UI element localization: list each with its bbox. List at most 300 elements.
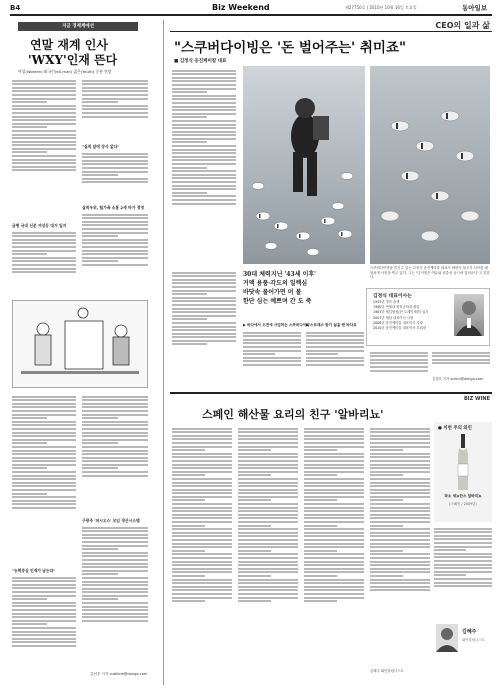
text-line bbox=[82, 257, 148, 259]
text-line bbox=[238, 482, 298, 484]
text-line bbox=[172, 336, 236, 338]
text-line bbox=[12, 507, 76, 509]
text-line bbox=[243, 339, 301, 341]
text-line bbox=[82, 570, 148, 572]
text-line bbox=[172, 446, 232, 448]
text-line bbox=[172, 84, 236, 86]
text-line bbox=[306, 360, 364, 362]
text-line bbox=[304, 449, 337, 451]
text-line bbox=[306, 346, 364, 348]
text-line bbox=[12, 137, 76, 139]
text-line bbox=[12, 421, 76, 423]
text-line bbox=[370, 553, 430, 555]
text-line bbox=[12, 432, 76, 434]
text-line bbox=[172, 582, 232, 584]
text-line bbox=[370, 352, 428, 354]
text-line bbox=[432, 352, 490, 354]
text-line bbox=[370, 467, 430, 469]
text-line bbox=[172, 600, 205, 602]
text-line bbox=[82, 264, 148, 266]
text-line bbox=[370, 575, 403, 577]
text-line bbox=[434, 574, 466, 576]
text-line bbox=[82, 450, 148, 452]
text-line bbox=[12, 584, 76, 586]
text-line bbox=[172, 438, 232, 440]
wine-body-2 bbox=[238, 426, 298, 681]
text-line bbox=[304, 482, 364, 484]
text-line bbox=[172, 131, 236, 133]
text-line bbox=[370, 428, 430, 430]
text-line bbox=[243, 353, 275, 355]
text-line bbox=[370, 460, 430, 462]
text-line bbox=[82, 250, 148, 252]
text-line bbox=[434, 553, 492, 555]
text-line bbox=[172, 120, 236, 122]
text-line bbox=[238, 471, 298, 473]
text-line bbox=[172, 343, 207, 345]
text-line bbox=[172, 290, 236, 292]
text-line bbox=[12, 101, 47, 103]
text-line bbox=[82, 94, 148, 96]
text-line bbox=[12, 467, 47, 469]
text-line bbox=[370, 532, 430, 534]
text-line bbox=[12, 260, 76, 262]
text-line bbox=[172, 156, 236, 158]
text-line bbox=[172, 442, 232, 444]
text-line bbox=[12, 631, 76, 633]
text-line bbox=[172, 510, 232, 512]
text-line bbox=[370, 496, 430, 498]
text-line bbox=[12, 500, 76, 502]
pull-quote-line-3: 바닷속 물어가면 머 볼 bbox=[243, 289, 302, 296]
text-line bbox=[12, 87, 76, 89]
pull-quote-line-2: 거액 용품·각도의 일렉심 bbox=[243, 280, 308, 287]
text-line bbox=[172, 496, 232, 498]
left-subhead-2: "실적 앞에 장사 없다" bbox=[82, 144, 120, 149]
text-line bbox=[172, 73, 236, 75]
text-line bbox=[434, 546, 492, 548]
text-line bbox=[172, 428, 232, 430]
text-line bbox=[172, 550, 205, 552]
text-line bbox=[82, 228, 148, 230]
text-line bbox=[304, 557, 364, 559]
text-line bbox=[306, 350, 364, 352]
text-line bbox=[172, 521, 232, 523]
text-line bbox=[82, 181, 148, 183]
left-body-2 bbox=[82, 78, 148, 140]
newspaper-name: 동아일보 bbox=[462, 4, 488, 12]
wine-byline: 김혜주 와인칼럼니스트 bbox=[370, 669, 404, 673]
profile-item: 2010년 웅진케미칼 대표이사 부회장 bbox=[373, 326, 426, 331]
ceo-body-1 bbox=[172, 68, 236, 266]
text-line bbox=[304, 510, 364, 512]
text-line bbox=[370, 507, 430, 509]
text-line bbox=[172, 124, 236, 126]
text-line bbox=[172, 293, 207, 295]
text-line bbox=[12, 98, 76, 100]
text-line bbox=[304, 568, 364, 570]
text-line bbox=[12, 475, 76, 477]
text-line bbox=[82, 609, 148, 611]
text-line bbox=[304, 582, 364, 584]
text-line bbox=[172, 478, 232, 480]
text-line bbox=[238, 553, 298, 555]
text-line bbox=[304, 543, 364, 545]
photo-caption: 스쿠버다이빙을 즐기고 있는 김정식 웅진케미칼 대표가 바닷속 물고기 사이를 헤엄치며 사진을 찍고 있다. 그는 "다이빙은 여유와 집중을 동시에 길러준다"고 말한다. bbox=[370, 266, 490, 280]
text-line bbox=[82, 620, 148, 622]
text-line bbox=[172, 535, 232, 537]
profile-list bbox=[373, 300, 429, 331]
text-line bbox=[12, 414, 76, 416]
text-line bbox=[172, 167, 207, 169]
left-body-7 bbox=[12, 575, 76, 680]
text-line bbox=[12, 123, 76, 125]
ceo-body-4 bbox=[306, 330, 364, 382]
text-line bbox=[12, 620, 76, 622]
text-line bbox=[172, 181, 236, 183]
text-line bbox=[306, 364, 364, 366]
text-line bbox=[238, 539, 298, 541]
text-line bbox=[12, 591, 76, 593]
text-line bbox=[172, 195, 236, 197]
text-line bbox=[12, 90, 76, 92]
text-line bbox=[82, 563, 148, 565]
text-line bbox=[82, 174, 118, 176]
text-line bbox=[12, 94, 76, 96]
text-line bbox=[172, 431, 232, 433]
text-line bbox=[82, 467, 118, 469]
text-line bbox=[172, 593, 232, 595]
text-line bbox=[12, 141, 76, 143]
text-line bbox=[432, 359, 490, 361]
text-line bbox=[172, 532, 232, 534]
wine-section bbox=[170, 392, 492, 687]
text-line bbox=[434, 538, 492, 540]
text-line bbox=[370, 550, 403, 552]
text-line bbox=[304, 428, 364, 430]
text-line bbox=[82, 584, 148, 586]
text-line bbox=[82, 105, 148, 107]
text-line bbox=[82, 417, 118, 419]
wine-body-4 bbox=[370, 426, 430, 666]
text-line bbox=[82, 399, 148, 401]
text-line bbox=[304, 532, 364, 534]
text-line bbox=[370, 446, 430, 448]
ceo-subhead-1: ▶ 바다에서 오전에 사업하는 스쿠버다이빙 bbox=[243, 323, 310, 327]
text-line bbox=[370, 561, 430, 563]
text-line bbox=[172, 297, 236, 299]
text-line bbox=[304, 546, 364, 548]
text-line bbox=[172, 514, 232, 516]
text-line bbox=[172, 272, 236, 274]
text-line bbox=[304, 456, 364, 458]
text-line bbox=[370, 543, 430, 545]
text-line bbox=[238, 550, 271, 552]
text-line bbox=[370, 478, 430, 480]
text-line bbox=[172, 528, 232, 530]
text-line bbox=[370, 521, 430, 523]
text-line bbox=[304, 442, 364, 444]
text-line bbox=[12, 587, 76, 589]
text-line bbox=[12, 112, 76, 114]
header-rule bbox=[10, 14, 492, 16]
text-line bbox=[434, 564, 492, 566]
text-line bbox=[370, 535, 430, 537]
text-line bbox=[370, 579, 430, 581]
text-line bbox=[370, 471, 430, 473]
text-line bbox=[238, 525, 271, 527]
text-line bbox=[238, 431, 298, 433]
text-line bbox=[82, 555, 148, 557]
text-line bbox=[238, 535, 298, 537]
text-line bbox=[82, 116, 148, 118]
text-line bbox=[370, 514, 430, 516]
text-line bbox=[238, 568, 298, 570]
text-line bbox=[82, 541, 148, 543]
text-line bbox=[306, 335, 364, 337]
text-line bbox=[172, 543, 232, 545]
text-line bbox=[238, 517, 298, 519]
text-line bbox=[304, 564, 364, 566]
text-line bbox=[304, 438, 364, 440]
text-line bbox=[82, 156, 148, 158]
text-line bbox=[12, 396, 76, 398]
text-line bbox=[82, 435, 148, 437]
text-line bbox=[172, 286, 236, 288]
text-line bbox=[82, 421, 148, 423]
text-line bbox=[238, 593, 298, 595]
text-line bbox=[172, 482, 232, 484]
text-line bbox=[12, 493, 47, 495]
text-line bbox=[238, 489, 298, 491]
text-line bbox=[304, 561, 364, 563]
text-line bbox=[82, 577, 148, 579]
text-line bbox=[172, 597, 232, 599]
text-line bbox=[172, 308, 236, 310]
text-line bbox=[304, 496, 364, 498]
text-line bbox=[304, 503, 364, 505]
text-line bbox=[370, 528, 430, 530]
text-line bbox=[238, 561, 298, 563]
text-line bbox=[172, 485, 232, 487]
ceo-headline: "스쿠버다이빙은 '돈 벌어주는' 취미죠" bbox=[174, 40, 407, 56]
text-line bbox=[172, 192, 207, 194]
text-line bbox=[370, 564, 430, 566]
text-line bbox=[370, 503, 430, 505]
text-line bbox=[82, 217, 148, 219]
text-line bbox=[304, 535, 364, 537]
text-line bbox=[82, 235, 118, 237]
text-line bbox=[238, 543, 298, 545]
ceo-section-label: CEO의 일과 삶 bbox=[435, 21, 490, 30]
text-line bbox=[82, 406, 148, 408]
text-line bbox=[12, 638, 76, 640]
text-line bbox=[12, 627, 76, 629]
text-line bbox=[82, 442, 118, 444]
pull-quote bbox=[243, 270, 363, 320]
text-line bbox=[12, 595, 76, 597]
text-line bbox=[238, 503, 298, 505]
text-line bbox=[172, 279, 236, 281]
text-line bbox=[172, 145, 236, 147]
text-line bbox=[434, 528, 492, 530]
text-line bbox=[172, 203, 236, 205]
text-line bbox=[82, 260, 118, 262]
text-line bbox=[82, 178, 148, 180]
text-line bbox=[82, 424, 148, 426]
text-line bbox=[434, 578, 492, 580]
text-line bbox=[172, 70, 236, 72]
text-line bbox=[172, 113, 236, 115]
text-line bbox=[12, 478, 76, 480]
text-line bbox=[172, 464, 232, 466]
text-line bbox=[238, 435, 298, 437]
text-line bbox=[370, 482, 430, 484]
text-line bbox=[12, 108, 76, 110]
text-line bbox=[12, 645, 76, 647]
text-line bbox=[12, 471, 76, 473]
text-line bbox=[82, 432, 148, 434]
text-line bbox=[238, 464, 298, 466]
text-line bbox=[172, 564, 232, 566]
text-line bbox=[370, 438, 430, 440]
text-line bbox=[172, 456, 232, 458]
text-line bbox=[370, 366, 428, 368]
text-line bbox=[172, 315, 236, 317]
text-line bbox=[82, 396, 148, 398]
issue-info: 제27750호 | 2010년 10월 16일 토요일 bbox=[345, 5, 417, 10]
left-body-5 bbox=[82, 212, 148, 292]
text-line bbox=[12, 435, 76, 437]
text-line bbox=[172, 77, 236, 79]
text-line bbox=[434, 585, 492, 587]
text-line bbox=[12, 442, 47, 444]
text-line bbox=[306, 342, 364, 344]
text-line bbox=[370, 510, 430, 512]
text-line bbox=[82, 232, 148, 234]
left-subhead-5: 구광주 '퍼시오스' 모임 생산시스템 bbox=[82, 518, 140, 523]
text-line bbox=[82, 428, 148, 430]
page-number: B4 bbox=[10, 4, 21, 12]
text-line bbox=[12, 482, 76, 484]
text-line bbox=[82, 90, 148, 92]
text-line bbox=[172, 579, 232, 581]
text-line bbox=[172, 91, 207, 93]
text-line bbox=[304, 589, 364, 591]
text-line bbox=[82, 414, 148, 416]
text-line bbox=[172, 304, 236, 306]
text-line bbox=[172, 326, 236, 328]
text-line bbox=[172, 586, 232, 588]
text-line bbox=[238, 586, 298, 588]
text-line bbox=[82, 566, 148, 568]
text-line bbox=[304, 507, 364, 509]
text-line bbox=[12, 126, 47, 128]
text-line bbox=[82, 80, 148, 82]
ceo-section bbox=[170, 18, 492, 388]
wine-headline: 스페인 해산물 요리의 친구 '알바리뇨' bbox=[202, 408, 384, 421]
text-line bbox=[12, 403, 76, 405]
text-line bbox=[238, 496, 298, 498]
text-line bbox=[12, 148, 76, 150]
text-line bbox=[304, 539, 364, 541]
text-line bbox=[82, 588, 148, 590]
text-line bbox=[306, 357, 364, 359]
text-line bbox=[12, 623, 47, 625]
text-line bbox=[172, 435, 232, 437]
text-line bbox=[82, 471, 148, 473]
text-line bbox=[370, 539, 430, 541]
text-line bbox=[12, 162, 76, 164]
text-line bbox=[434, 531, 492, 533]
text-line bbox=[238, 532, 298, 534]
text-line bbox=[172, 149, 236, 151]
text-line bbox=[172, 174, 236, 176]
text-line bbox=[370, 492, 430, 494]
left-subhead-3: 실적우위, 틸가족 소통 2세 마가 경영 bbox=[82, 205, 145, 210]
left-subhead-1: 균형 국내 신분 여성등 대거 입지 bbox=[12, 223, 67, 228]
text-line bbox=[172, 141, 207, 143]
text-line bbox=[238, 474, 271, 476]
text-line bbox=[172, 568, 232, 570]
wine-origin: (스페인 / 2009년) bbox=[449, 502, 477, 506]
text-line bbox=[238, 485, 298, 487]
text-line bbox=[82, 552, 148, 554]
text-line bbox=[304, 499, 337, 501]
text-line bbox=[12, 134, 76, 136]
text-line bbox=[12, 151, 47, 153]
left-body-9 bbox=[82, 525, 148, 670]
text-line bbox=[172, 471, 232, 473]
text-line bbox=[434, 560, 492, 562]
text-line bbox=[304, 593, 364, 595]
text-line bbox=[172, 80, 236, 82]
text-line bbox=[172, 467, 232, 469]
text-line bbox=[238, 438, 298, 440]
text-line bbox=[370, 525, 403, 527]
text-line bbox=[12, 166, 76, 168]
text-line bbox=[82, 112, 148, 114]
profile-item: 1980년 연세대 화학공학과 졸업 bbox=[373, 305, 420, 310]
text-line bbox=[172, 557, 232, 559]
ceo-body-3 bbox=[243, 330, 301, 382]
text-line bbox=[304, 467, 364, 469]
text-line bbox=[243, 357, 301, 359]
left-deck: 여성(Women)·외국인(eX-man)·젊은(Youth) 중용 전망 bbox=[18, 69, 112, 74]
text-line bbox=[12, 577, 76, 579]
text-line bbox=[12, 83, 76, 85]
text-line bbox=[243, 335, 301, 337]
text-line bbox=[82, 591, 148, 593]
author-name: 김혜주 bbox=[462, 629, 477, 635]
text-line bbox=[82, 163, 148, 165]
text-line bbox=[82, 595, 148, 597]
text-line bbox=[172, 163, 236, 165]
text-line bbox=[172, 525, 205, 527]
text-line bbox=[82, 606, 148, 608]
text-line bbox=[172, 177, 236, 179]
text-line bbox=[12, 496, 76, 498]
byline-square-icon: ■ bbox=[174, 59, 180, 64]
text-line bbox=[172, 460, 232, 462]
text-line bbox=[12, 424, 76, 426]
text-line bbox=[172, 503, 232, 505]
text-line bbox=[172, 109, 236, 111]
text-line bbox=[82, 239, 148, 241]
text-line bbox=[172, 507, 232, 509]
text-line bbox=[172, 170, 236, 172]
text-line bbox=[172, 322, 236, 324]
